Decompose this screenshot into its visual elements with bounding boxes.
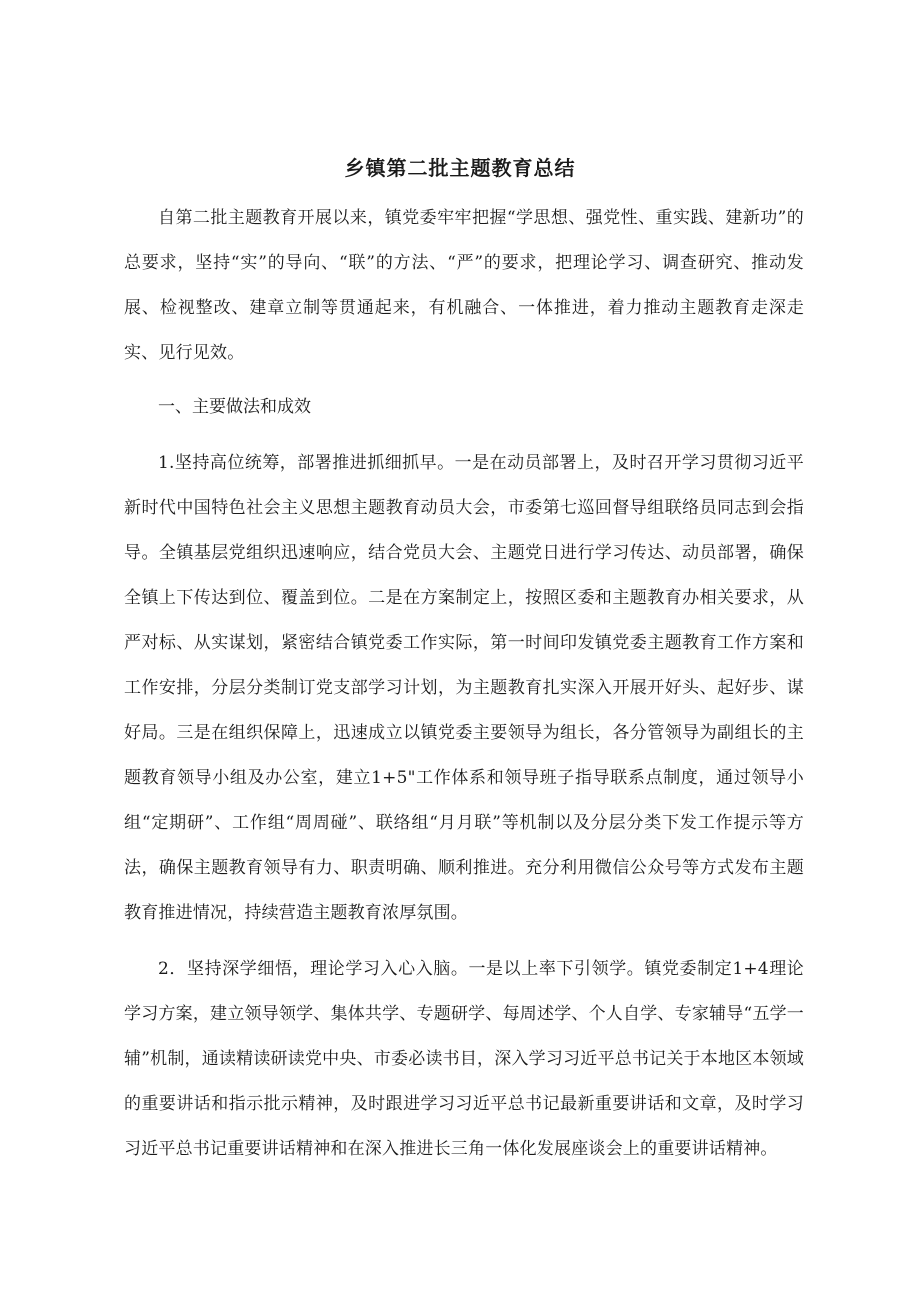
paragraph-item-2: 2．坚持深学细悟，理论学习入心入脑。一是以上率下引领学。镇党委制定1+4理论学习方案，建立领导领学、集体共学、专题研学、每周述学、个人自学、专家辅导“五学一辅”机制，通读精读研读党中央、市委必读书目，深入学习习近平总书记关于本地区本领域的重要讲话和指示批示精神，及时跟进学习习近平总书记最新重要讲话和文章，及时学习习近平总书记重要讲话精神和在深入推进长三角一体化发展座谈会上的重要讲话精神。	[124, 959, 804, 1159]
section-heading-main-practices: 一、主要做法和成效	[158, 397, 311, 417]
document-title: 乡镇第二批主题教育总结	[344, 156, 576, 180]
intro-paragraph: 自第二批主题教育开展以来，镇党委牢牢把握“学思想、强党性、重实践、建新功”的总要求，坚持“实”的导向、“联”的方法、“严”的要求，把理论学习、调查研究、推动发展、检视整改、建章立制等贯通起来，有机融合、一体推进，着力推动主题教育走深走实、见行见效。	[124, 208, 804, 363]
paragraph-item-1: 1.坚持高位统筹，部署推进抓细抓早。一是在动员部署上，及时召开学习贯彻习近平新时代中国特色社会主义思想主题教育动员大会，市委第七巡回督导组联络员同志到会指导。全镇基层党组织迅速响应，结合党员大会、主题党日进行学习传达、动员部署，确保全镇上下传达到位、覆盖到位。二是在方案制定上，按照区委和主题教育办相关要求，从严对标、从实谋划，紧密结合镇党委工作实际，第一时间印发镇党委主题教育工作方案和工作安排，分层分类制订党支部学习计划，为主题教育扎实深入开展开好头、起好步、谋好局。三是在组织保障上，迅速成立以镇党委主要领导为组长，各分管领导为副组长的主题教育领导小组及办公室，建立1+5"工作体系和领导班子指导联系点制度，通过领导小组“定期研”、工作组“周周碰”、联络组“月月联”等机制以及分层分类下发工作提示等方法，确保主题教育领导有力、职责明确、顺利推进。充分利用微信公众号等方式发布主题教育推进情况，持续营造主题教育浓厚氛围。	[124, 453, 804, 923]
